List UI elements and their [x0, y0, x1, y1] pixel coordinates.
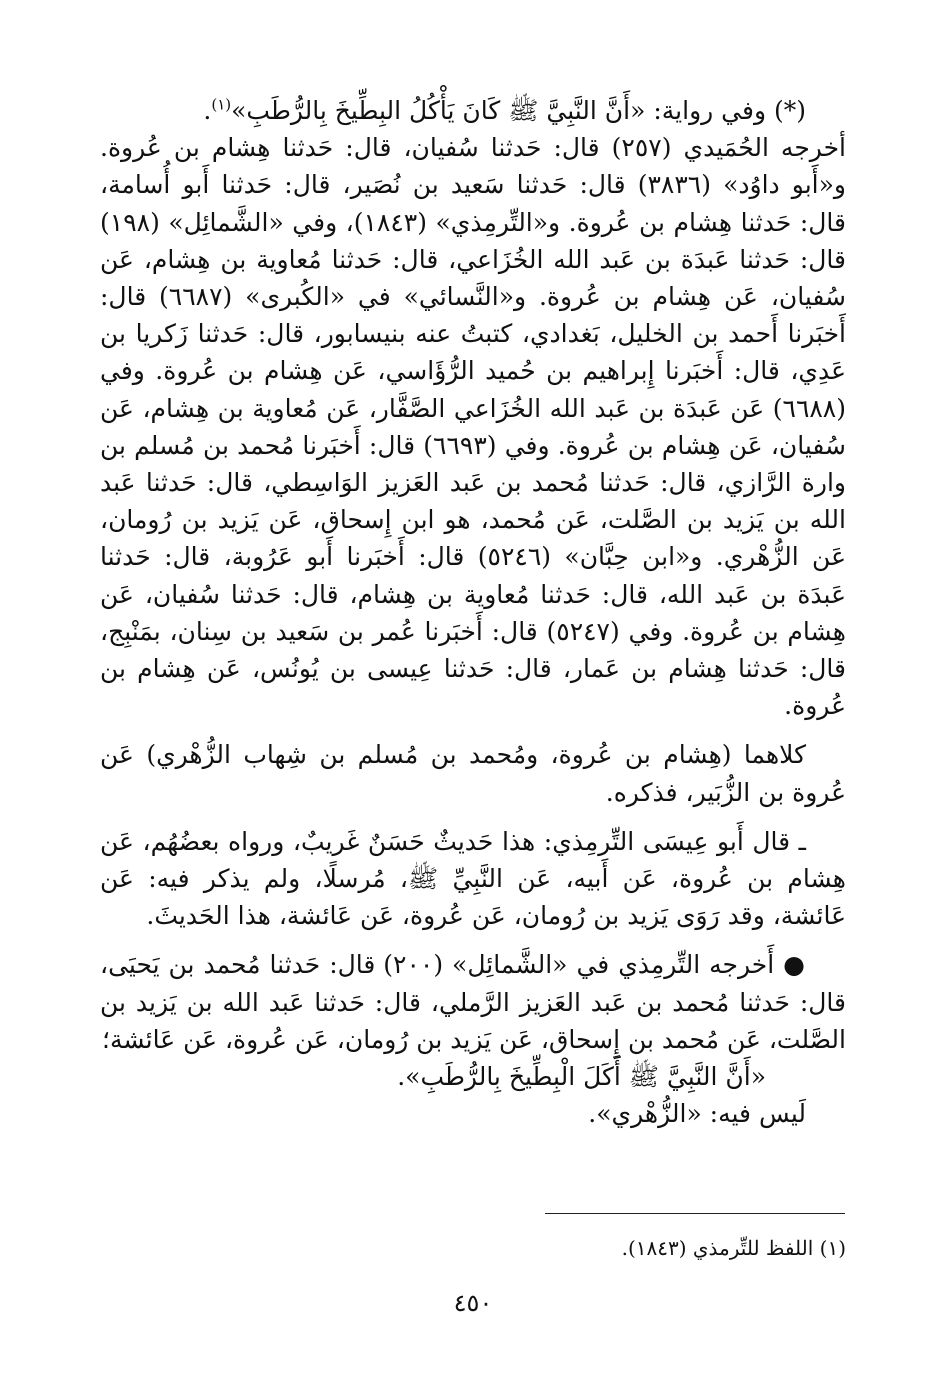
footnote-divider [545, 1213, 845, 1214]
narration-variant: (*) وفي رواية: «أَنَّ النَّبِيَّ ﷺ كَانَ يَأْكُلُ البِطِّيخَ بِالرُّطَبِ»$^{(١)}$. [203, 95, 806, 125]
takhrij-paragraph: أخرجه الحُمَيدي (٢٥٧) قال: حَدثنا سُفيان، قال: حَدثنا هِشام بن عُروة. و«أَبو داوُد» (٣٨٣٦) قال: حَدثنا سَعيد بن نُصَير، قال: حَدثنا أَبو أُسامة، قال: حَدثنا هِشام بن عُروة. و«التِّرمِذي» (١٨٤٣)، وفي «الشَّمائِل» (١٩٨) قال: حَدثنا عَبدَة بن عَبد الله الخُزَاعي، قال: حَدثنا مُعاوية بن هِشام، عَن سُفيان، عَن هِشام بن عُروة. و«النَّسائي» في «الكُبرى» (٦٦٨٧) قال: أَخبَرنا أَحمد بن الخليل، بَغدادي، كتبتُ عنه بنيسابور، قال: حَدثنا زَكريا بن عَدِي، قال: أَخبَرنا إِبراهيم بن حُميد الرُّؤَاسي، عَن هِشام بن عُروة. وفي (٦٦٨٨) عَن عَبدَة بن عَبد الله الخُزَاعي الصَّفَّار، عَن مُعاوية بن هِشام، عَن سُفيان، عَن هِشام بن عُروة. وفي (٦٦٩٣) قال: أَخبَرنا مُحمد بن مُسلم بن وارة الرَّازي، قال: حَدثنا مُحمد بن عَبد العَزيز الوَاسِطي، قال: حَدثنا عَبد الله بن يَزيد بن الصَّلت، عَن مُحمد، هو ابن إِسحاق، عَن يَزيد بن رُومان، عَن الزُّهْري. و«ابن حِبَّان» (٥٢٤٦) قال: أَخبَرنا أَبو عَرُوبة، قال: حَدثنا عَبدَة بن عَبد الله، قال: حَدثنا مُعاوية بن هِشام، قال: حَدثنا سُفيان، عَن هِشام بن عُروة. وفي (٥٢٤٧) قال: أَخبَرنا عُمر بن سَعيد بن سِنان، بمَنْبِج، قال: حَدثنا هِشام بن عَمار، قال: حَدثنا عِيسى بن يُونُس، عَن هِشام بن عُروة. [100, 133, 847, 721]
page-number: ٤٥٠ [453, 1289, 493, 1317]
note-line: لَيس فيه: «الزُّهْري». [588, 1099, 806, 1129]
hadith-text: «أَنَّ النَّبِيَّ ﷺ أَكَلَ الْبِطِّيخَ بِالرُّطَبِ». [397, 1062, 766, 1092]
shamail-paragraph: ● أَخرجه التِّرمِذي في «الشَّمائِل» (٢٠٠) قال: حَدثنا مُحمد بن يَحيَى، قال: حَدثنا مُحمد بن عَبد العَزيز الرَّملي، قال: حَدثنا عَبد الله بن يَزيد بن الصَّلت، عَن مُحمد بن إِسحاق، عَن يَزيد بن رُومان، عَن عُروة، عَن عَائشة؛ [100, 950, 846, 1054]
footnote: (١) اللفظ للتِّرمذي (١٨٤٣). [621, 1236, 846, 1260]
narration-variant-text: (*) وفي رواية: «أَنَّ النَّبِيَّ ﷺ كَانَ يَأْكُلُ البِطِّيخَ بِالرُّطَبِ» [231, 96, 806, 125]
body-text [100, 92, 846, 1132]
footnote-marker[interactable]: (١) [211, 95, 232, 114]
both-narrators-paragraph: كلاهما (هِشام بن عُروة، ومُحمد بن مُسلم بن شِهاب الزُّهْري) عَن عُروة بن الزُّبَير، فذكره. [100, 740, 846, 807]
tirmidhi-comment-paragraph: ـ قال أَبو عِيسَى التِّرمِذي: هذا حَديثٌ حَسَنٌ غَريبٌ، ورواه بعضُهُم، عَن هِشام بن عُروة، عَن أَبيه، عَن النَّبِيِّ ﷺ، مُرسلًا، ولم يذكر فيه: عَن عَائشة، وقد رَوَى يَزيد بن رُومان، عَن عُروة، عَن عَائشة، هذا الحَديثَ. [100, 826, 846, 931]
